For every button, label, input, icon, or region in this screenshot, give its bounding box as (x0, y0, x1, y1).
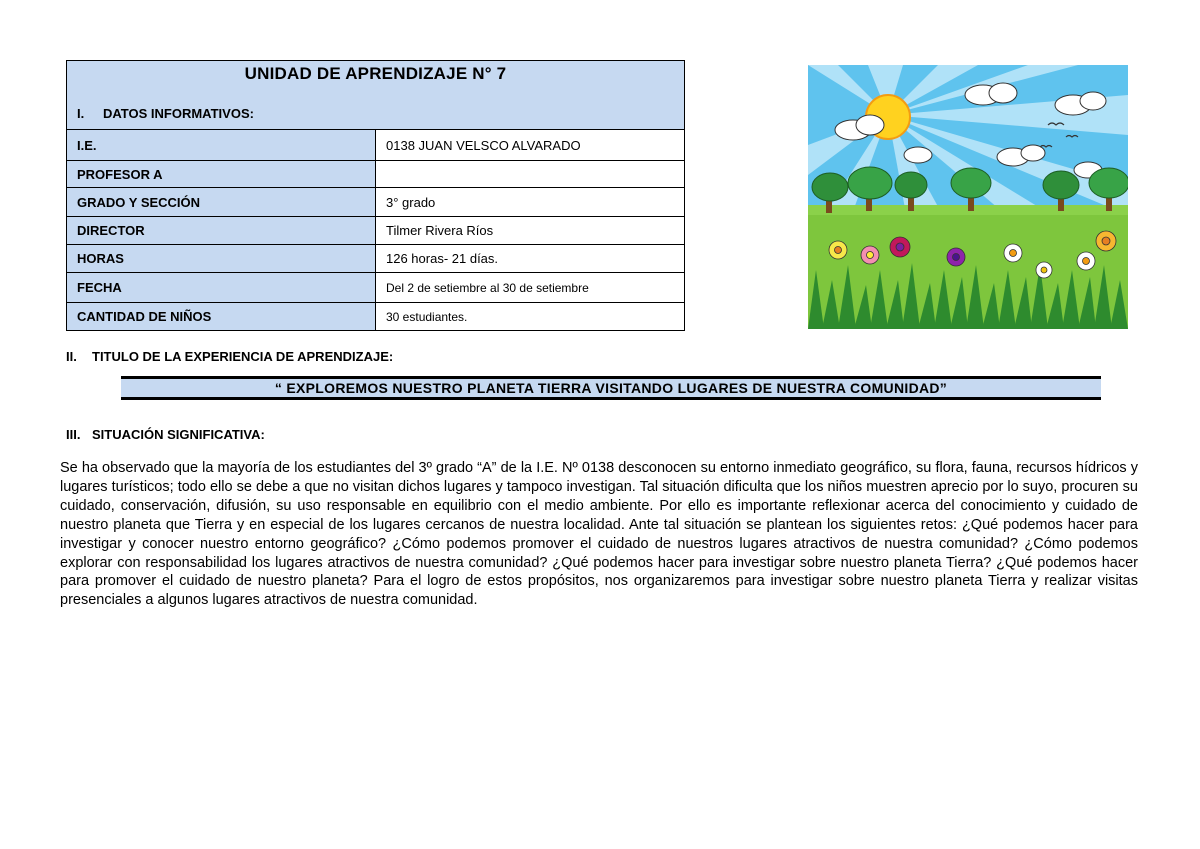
table-row (67, 217, 685, 245)
row-label-fecha: FECHA (67, 273, 376, 303)
table-row (67, 273, 685, 303)
section-3-number: III. (66, 427, 81, 442)
row-label-director: DIRECTOR (67, 217, 376, 245)
section-1-title: DATOS INFORMATIVOS: (103, 106, 254, 121)
row-label-profesor: PROFESOR A (67, 161, 376, 188)
section-3-heading (66, 427, 265, 442)
row-label-ie: I.E. (67, 130, 376, 161)
section-2-heading (66, 349, 393, 364)
table-header (67, 61, 685, 130)
table-row (67, 245, 685, 273)
row-value-profesor (376, 161, 685, 188)
row-value-grado: 3° grado (376, 188, 685, 217)
section-2-number: II. (66, 349, 77, 364)
experience-title: “ EXPLOREMOS NUESTRO PLANETA TIERRA VISITANDO LUGARES DE NUESTRA COMUNIDAD” (274, 380, 948, 396)
section-1-number: I. (77, 106, 85, 121)
section-2-title: TITULO DE LA EXPERIENCIA DE APRENDIZAJE: (92, 349, 394, 364)
row-value-horas: 126 horas- 21 días. (376, 245, 685, 273)
row-value-ie: 0138 JUAN VELSCO ALVARADO (376, 130, 685, 161)
row-value-cantidad: 30 estudiantes. (376, 303, 685, 331)
row-value-director: Tilmer Rivera Ríos (376, 217, 685, 245)
meadow (808, 215, 1128, 329)
situation-paragraph: Se ha observado que la mayoría de los estudiantes del 3º grado “A” de la I.E. Nº 0138 desconocen su entorno inmediato geográfico, su flora, fauna, recursos hídricos y lugares turísticos; todo ello se debe a que no visitan dichos lugares y tampoco investigan. Tal situación dificulta que los niños muestren aprecio por lo suyo, procuren su cuidado, conservación, difusión, su uso responsable en equilibrio con el medio ambiente. Por ello es importante reflexionar acerca del conocimiento y cuidado de nuestro planeta que Tierra y en especial de los lugares cercanos de nuestra localidad. Ante tal situación se plantean los siguientes retos: ¿Qué podemos hacer para investigar y conocer nuestro entorno geográfico? ¿Cómo podemos promover el cuidado de nuestros lugares atractivos de nuestra comunidad? ¿Cómo podemos explorar con responsabilidad los lugares atractivos de nuestra comunidad? ¿Qué podemos hacer para investigar sobre nuestro planeta Tierra? ¿Qué podemos hacer para promover el cuidado de nuestro planeta? Para el logro de estos propósitos, nos organizaremos para investigar sobre nuestro planeta Tierra y realizar visitas presenciales a algunos lugares atractivos de nuestra comunidad. (60, 460, 1138, 609)
table-row (67, 303, 685, 331)
document-title: UNIDAD DE APRENDIZAJE N° 7 (244, 64, 507, 83)
experience-title-banner (121, 376, 1101, 400)
landscape-illustration (808, 65, 1128, 329)
section-1-heading (77, 106, 254, 121)
info-table (66, 60, 685, 331)
row-label-horas: HORAS (67, 245, 376, 273)
table-row (67, 161, 685, 188)
row-label-grado: GRADO Y SECCIÓN (67, 188, 376, 217)
section-3-title: SITUACIÓN SIGNIFICATIVA: (92, 427, 265, 442)
table-row (67, 130, 685, 161)
table-row (67, 188, 685, 217)
row-value-fecha: Del 2 de setiembre al 30 de setiembre (376, 273, 685, 303)
row-label-cantidad: CANTIDAD DE NIÑOS (67, 303, 376, 331)
